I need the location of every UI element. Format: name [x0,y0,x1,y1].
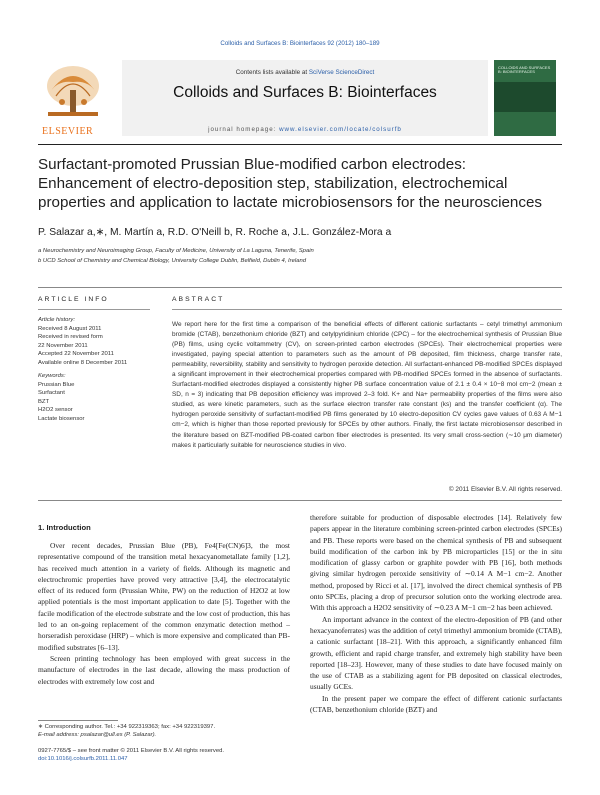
footnote-email: E-mail address: psalazar@ull.es (P. Salazar). [38,732,157,738]
affiliation-a: a Neurochemistry and Neuroimaging Group, Faculty of Medicine, University of La Laguna, Tenerife, Spain [38,248,314,254]
info-rule [38,309,150,310]
contents-prefix: Contents lists available at [235,69,309,76]
doi-link[interactable]: doi:10.1016/j.colsurfb.2011.11.047 [38,756,128,762]
abstract-heading: ABSTRACT [172,296,225,303]
abstract-text: We report here for the first time a comparison of the beneficial effects of different cationic surfactants – cetyl trimethyl ammonium bromide (CTAB), benzethonium chloride (BZT) and cetylpyridinium chloride (CPC) – for the electrochemical synthesis of Prussian Blue (PB) films, using cyclic voltammetry (CV), on screen-printed carbon electrodes (SPCEs). Their electrochemical properties were investigated, paying special attention to parameters such as the amount of PB deposited, film thickness, charge transfer rate, permeability, reversibility, stability and sensitivity to hydrogen peroxide detection. All surfactant-enhanced PB-modified SPCEs displayed a significant improvement in their electrochemical properties compared with PB-modified SPCEs formed in the absence of surfactants. Surfactant-modified electrodes displayed a consistently higher PB surface concentration value of 2.1 ± 0.4 × 10−8 mol cm−2 (mean ± SD, n = 3) indicating that PB deposition efficiency was improved 2–3 fold. K+ and Na+ permeability properties of the films were also studied, as were kinetic parameters, such as the surface electron transfer rate constant (ks) and the transfer coefficient (α). The hydrogen peroxide sensitivity of surfactant-modified PB films generated by 10 electro-deposition CV cycles gave values of 0.63 A M−1 cm−2, which is higher than those reported previously for SPCEs by other authors. Finally, the first lactate microbiosensor described in the literature based on BZT-modified PB-coated carbon fiber electrodes is presented. Its very small cross-section (∼10 μm diameter) makes it particularly suitable for neuroscience studies in vivo. [172,321,562,449]
article-history [38,316,158,368]
keyword: Lactate biosensor [38,415,85,422]
publisher-name: ELSEVIER [42,126,94,137]
paragraph: Screen printing technology has been employed with great success in the manufacture of electrodes in the last decade, allowing the mass production of electrodes with extremely low cost and [38,653,290,686]
contents-line [122,69,488,76]
tree-icon [38,62,108,124]
homepage-link[interactable]: www.elsevier.com/locate/colsurfb [279,126,402,133]
body-right-column [310,512,562,715]
history-item: Received in revised form [38,334,103,341]
history-item: Accepted 22 November 2011 [38,351,114,358]
paragraph: Over recent decades, Prussian Blue (PB), Fe4[Fe(CN)6]3, the most representative compound of the transition metal hexacyanometallate family [1,2], has received much attention in a variety of fields. Although its magnetic and electrochromic properties have proved very attractive [3,4], the electrocatalytic effect of its reduced form (Prussian White, PW) on the reduction of H2O2 at low applied potentials is the most important application to date [5]. Together with the facile modification of the electrode substrate and the low cost of production, this has led to an on-going replacement of the common enzymatic detection method – horseradish peroxidase (HRP) – which is more expensive and complicated than PB-modified substrates [6–13]. [38,541,290,652]
section-heading: 1. Introduction [38,523,91,532]
article-title: Surfactant-promoted Prussian Blue-modified carbon electrodes: Enhancement of electro-deposition step, stabilization, electrochemical properties and application to lactate microbiosensors for the neurosciences [38,156,542,211]
sciencedirect-link[interactable]: SciVerse ScienceDirect [308,69,375,76]
keyword: H2O2 sensor [38,407,73,414]
header-rule [38,144,562,145]
abstract-rule [172,309,562,310]
keyword: Prussian Blue [38,381,75,388]
elsevier-logo [38,62,108,136]
body-left-column [38,540,290,687]
cover-band [494,82,556,112]
history-item: Received 8 August 2011 [38,325,102,332]
keywords-label: Keywords: [38,373,66,379]
history-label: Article history: [38,317,75,323]
keywords [38,372,158,424]
cover-title: COLLOIDS AND SURFACES B: BIOINTERFACES [498,65,551,75]
journal-title: Colloids and Surfaces B: Biointerfaces [173,84,437,101]
author-list: P. Salazar a,∗, M. Martín a, R.D. O'Neill b, R. Roche a, J.L. González-Mora a [38,227,392,238]
affiliation-b: b UCD School of Chemistry and Chemical Biology, University College Dublin, Belfield, Dublin 4, Ireland [38,258,307,264]
paragraph: In the present paper we compare the effect of different cationic surfactants (CTAB, benzethonium chloride (BZT) and [310,693,562,715]
paragraph: therefore suitable for production of disposable electrodes [14]. Relatively few papers appear in the literature combining screen-printed carbon electrodes (SPCEs) and PB. These reports were based on the chemical synthesis of PB and subsequent build modification of the carbon ink by PB microparticles [15] or the in situ modification of glassy carbon or graphite powder with PB [16], both methods giving similar hydrogen peroxide sensitivity of ∼0.14 A M−1 cm−2. Another method, proposed by Ricci et al. [17], involved the direct chemical synthesis of PB onto SPCEs, placing a drop of precursor solution onto the working electrode area. With this approach a H2O2 sensitivity of ∼0.23 A M−1 cm−2 has been achieved. [310,513,562,613]
divider [38,287,562,288]
keyword: BZT [38,398,50,405]
article-info-heading: ARTICLE INFO [38,296,109,303]
journal-reference: Colloids and Surfaces B: Biointerfaces 92 (2012) 180–189 [220,40,380,47]
footnote-rule [38,720,118,721]
journal-cover [494,60,556,136]
keyword: Surfactant [38,390,65,397]
issn-line: 0927-7765/$ – see front matter © 2011 Elsevier B.V. All rights reserved. [38,748,225,754]
paragraph: An important advance in the context of the electro-deposition of PB (and other hexacyanoferrates) was the addition of cetyl trimethyl ammonium bromide (CTAB), a cationic surfactant [18–21]. With this approach, a significantly enhanced film growth, efficient and rapid charge transfer, and extremely high stability have been reported [18–23]. However, many of these studies to date have focused mainly on the use of CTAB as a stabilizing agent for PB deposited on classical electrodes, usually GCEs. [310,614,562,692]
copyright-line: © 2011 Elsevier B.V. All rights reserved. [448,486,562,493]
history-item: Available online 8 December 2011 [38,359,128,366]
homepage-label: journal homepage: [208,126,280,133]
journal-banner [38,60,562,138]
journal-header-band [122,60,488,136]
divider [38,500,562,501]
history-item: 22 November 2011 [38,342,88,349]
journal-homepage [122,126,488,133]
footnote-corresponding: ∗ Corresponding author. Tel.: +34 922319363; fax: +34 922319397. [38,724,216,730]
